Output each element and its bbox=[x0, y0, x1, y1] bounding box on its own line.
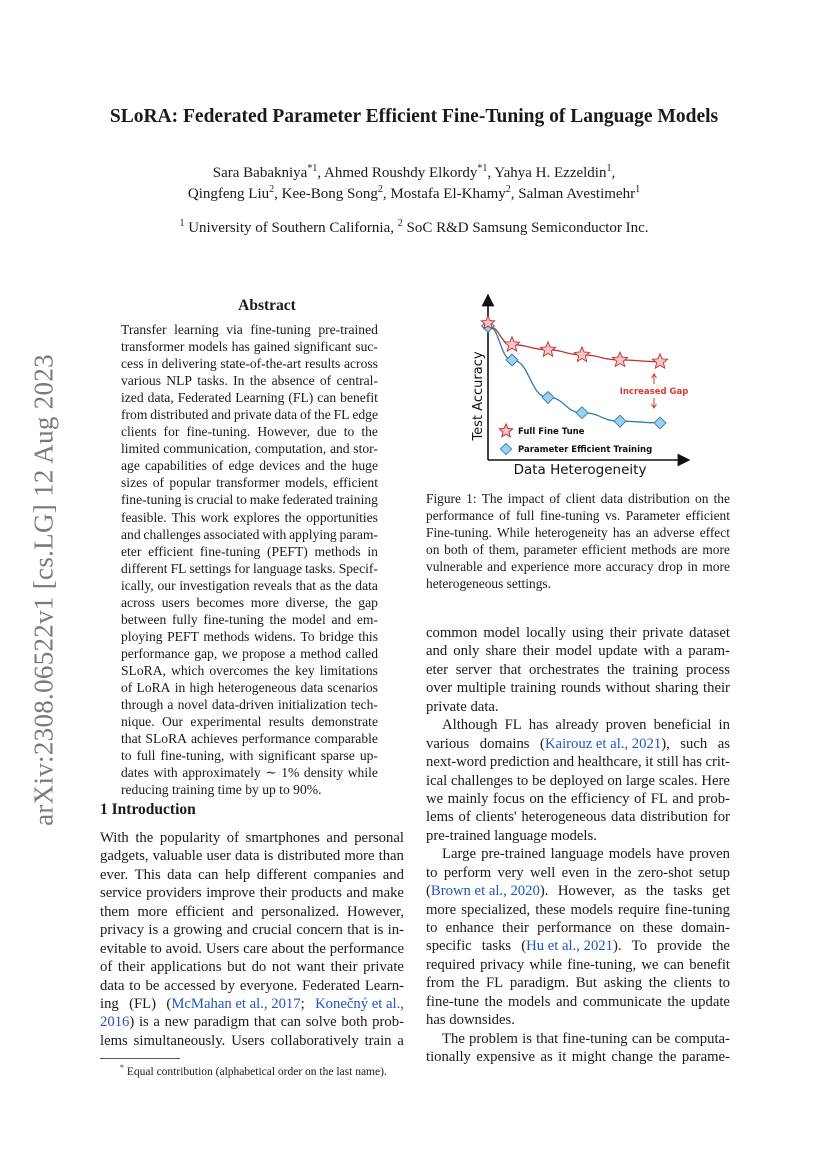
intro-right-line: Large pre-trained language models have proven bbox=[442, 846, 730, 863]
abstract-line: and challenges associated with applying param- bbox=[121, 526, 378, 542]
introduction-left-column bbox=[100, 829, 404, 1050]
abstract-line: SLoRA, which overcomes the key limitations bbox=[121, 662, 378, 678]
intro-right-line: over multiple training rounds without sharing their bbox=[426, 680, 730, 697]
abstract-line: age capabilities of edge devices and the huge bbox=[121, 458, 378, 474]
intro-left-line: lems simultaneously. Users collaboratively train a bbox=[100, 1032, 404, 1049]
intro-right-line: has downsides. bbox=[426, 1012, 515, 1029]
intro-right-line: required privacy while fine-tuning, we can benefit bbox=[426, 956, 730, 973]
abstract-line: various NLP tasks. In the absence of central- bbox=[121, 373, 378, 389]
abstract-line: nique. Our experimental results demonstrate bbox=[121, 714, 378, 730]
intro-right-line: to enhance their performance on these domain- bbox=[426, 920, 730, 936]
abstract-line: ized data, Federated Learning (FL) can benefit bbox=[121, 390, 378, 406]
parameter-efficient-point bbox=[576, 407, 588, 419]
abstract-line: performance gap, we propose a method called bbox=[121, 645, 378, 661]
abstract-line: limited communication, computation, and stor- bbox=[121, 441, 378, 457]
abstract-line: that SLoRA achieves performance comparable bbox=[121, 731, 378, 747]
intro-right-line: from the FL paradigm. But asking the clients to bbox=[426, 975, 730, 992]
intro-right-line: pre-trained language models. bbox=[426, 827, 597, 844]
x-axis-label: Data Heterogeneity bbox=[513, 462, 647, 478]
intro-left-line: of their applications but do not want their private bbox=[100, 959, 404, 976]
intro-right-line: we mainly focus on the efficiency of FL and prob- bbox=[426, 790, 730, 807]
parameter-efficient-point bbox=[542, 391, 554, 403]
abstract-line: ploying PEFT methods widens. To bridge this bbox=[121, 628, 378, 644]
abstract-line: across users becomes more diverse, the gap bbox=[121, 594, 378, 610]
abstract-body bbox=[121, 321, 378, 798]
full-fine-tune-point bbox=[652, 354, 667, 368]
intro-right-line: Although FL has already proven beneficial in bbox=[442, 717, 730, 734]
legend bbox=[499, 424, 652, 455]
legend-star-marker bbox=[499, 424, 512, 437]
parameter-efficient-point bbox=[654, 417, 666, 429]
intro-right-line: next-word prediction and healthcare, it still has crit- bbox=[426, 754, 730, 771]
abstract-line: cess in delivering state-of-the-art results across bbox=[121, 356, 378, 372]
intro-right-line: The problem is that fine-tuning can be computa- bbox=[442, 1030, 730, 1047]
intro-right-line: tionally expensive as it might change the parame- bbox=[426, 1049, 730, 1066]
abstract-line: clients for fine-tuning. However, due to the bbox=[121, 424, 378, 440]
figure-1-caption bbox=[426, 490, 730, 592]
authors-line-1: Sara Babakniya$^{*1}$, Ahmed Roushdy Elkordy$^{*1}$, Yahya H. Ezzeldin$^1$, bbox=[212, 163, 616, 181]
footnote-rule bbox=[100, 1058, 180, 1059]
intro-right-line: ical challenges to be deployed on large scales. Here bbox=[426, 772, 730, 789]
abstract-line: fine-tuning is crucial to make federated training bbox=[121, 492, 378, 508]
parameter-efficient-point bbox=[506, 354, 518, 366]
increased-gap-label: Increased Gap bbox=[619, 387, 689, 397]
authors-line-2: Qingfeng Liu$^2$, Kee-Bong Song$^2$, Mostafa El-Khamy$^2$, Salman Avestimehr$^1$ bbox=[187, 184, 641, 202]
affiliations: $^1$ University of Southern California, $^2$ SoC R&D Samsung Semiconductor Inc. bbox=[179, 218, 649, 236]
intro-right-line: private data. bbox=[426, 698, 499, 715]
intro-right-line: various domains (Kairouz et al., 2021), such as bbox=[426, 735, 730, 752]
full-fine-tune-point bbox=[504, 337, 519, 351]
intro-right-line: eter server that orchestrates the training process bbox=[426, 661, 730, 678]
caption-line: Figure 1: The impact of client data distribution on the bbox=[426, 491, 730, 506]
abstract-line: ically, our investigation reveals that as the data bbox=[121, 577, 378, 593]
caption-line: on both of them, parameter efficient methods are more bbox=[426, 542, 730, 558]
abstract-line: different FL settings for language tasks. Specif- bbox=[121, 560, 378, 576]
caption-line: heterogeneous settings. bbox=[426, 576, 551, 592]
legend-parameter-efficient: Parameter Efficient Training bbox=[518, 445, 653, 455]
intro-right-line: more specialized, these models require fine-tuning bbox=[426, 901, 730, 918]
abstract-line: Transfer learning via fine-tuning pre-trained bbox=[121, 322, 378, 337]
full-fine-tune-point bbox=[574, 347, 589, 361]
intro-right-line: (Brown et al., 2020). However, as the tasks get bbox=[426, 883, 730, 900]
full-fine-tune-point bbox=[540, 342, 555, 356]
abstract-line: dates with approximately ∼ 1% density while bbox=[121, 765, 378, 781]
abstract-line: sizes of popular transformer models, efficient bbox=[121, 475, 378, 491]
parameter-efficient-point bbox=[614, 415, 626, 427]
intro-left-line: ing (FL) (McMahan et al., 2017; Konečný et al., bbox=[100, 995, 404, 1012]
figure-1 bbox=[462, 292, 694, 478]
section-heading-introduction: 1 Introduction bbox=[100, 801, 196, 818]
intro-left-line: ever. This data can help different companies and bbox=[100, 866, 404, 883]
paper-title: SLoRA: Federated Parameter Efficient Fine-Tuning of Language Models bbox=[109, 106, 719, 127]
intro-right-line: to perform very well even in the zero-shot setup bbox=[426, 864, 730, 881]
abstract-line: through a novel data-driven initialization tech- bbox=[121, 697, 378, 713]
intro-right-line: fine-tune the models and communicate the update bbox=[426, 993, 730, 1010]
intro-right-line: lems of clients' heterogeneous data distribution for bbox=[426, 809, 730, 826]
abstract-line: between fully fine-tuning the model and em- bbox=[121, 611, 378, 627]
intro-left-line: gadgets, valuable user data is distributed more than bbox=[100, 848, 404, 865]
footnote: * Equal contribution (alphabetical order on the last name). bbox=[120, 1063, 387, 1078]
caption-line: Fine-tuning. While heterogeneity has an adverse effect bbox=[426, 525, 730, 541]
abstract-line: reducing training time by up to 90%. bbox=[121, 782, 322, 798]
abstract-line: transformer models has gained significant suc- bbox=[121, 339, 378, 355]
arxiv-sidebar bbox=[14, 354, 74, 826]
abstract-line: feasible. This work explores the opportunities bbox=[121, 509, 378, 525]
abstract-heading: Abstract bbox=[238, 297, 296, 314]
full-fine-tune-point bbox=[612, 352, 627, 366]
abstract-line: of LoRA in high heterogeneous data scenarios bbox=[121, 679, 378, 695]
y-axis-label: Test Accuracy bbox=[471, 351, 486, 441]
intro-left-line: 2016) is a new paradigm that can solve both prob- bbox=[100, 1014, 404, 1031]
caption-line: vulnerable and experience more accuracy drop in more bbox=[426, 559, 730, 575]
abstract-line: eter efficient fine-tuning (PEFT) methods in bbox=[121, 543, 378, 559]
intro-left-line: privacy is a growing and crucial concern that is in- bbox=[100, 922, 404, 939]
intro-left-line: data to be accessed by everyone. Federated Learn- bbox=[100, 977, 404, 994]
intro-right-line: common model locally using their private dataset bbox=[426, 625, 730, 641]
arxiv-identifier: arXiv:2308.06522v1 [cs.LG] 12 Aug 2023 bbox=[28, 354, 59, 826]
abstract-line: from distributed and private data of the FL edge bbox=[121, 407, 378, 423]
intro-right-line: and only share their model update with a param- bbox=[426, 643, 730, 660]
introduction-right-column bbox=[426, 624, 730, 1067]
abstract-line: to full fine-tuning, with significant sparse up- bbox=[121, 748, 378, 764]
intro-left-line: With the popularity of smartphones and personal bbox=[100, 830, 404, 846]
legend-full-fine-tune: Full Fine Tune bbox=[518, 427, 585, 437]
intro-right-line: specific tasks (Hu et al., 2021). To provide the bbox=[426, 938, 730, 955]
legend-diamond-marker bbox=[500, 443, 511, 454]
figure-1-chart bbox=[462, 292, 694, 478]
caption-line: performance of full fine-tuning vs. Parameter efficient bbox=[426, 508, 730, 524]
intro-left-line: service providers improve their products and make bbox=[100, 885, 404, 902]
intro-left-line: evitable to avoid. Users care about the performance bbox=[100, 940, 404, 957]
intro-left-line: them more efficient and personalized. However, bbox=[100, 903, 404, 920]
